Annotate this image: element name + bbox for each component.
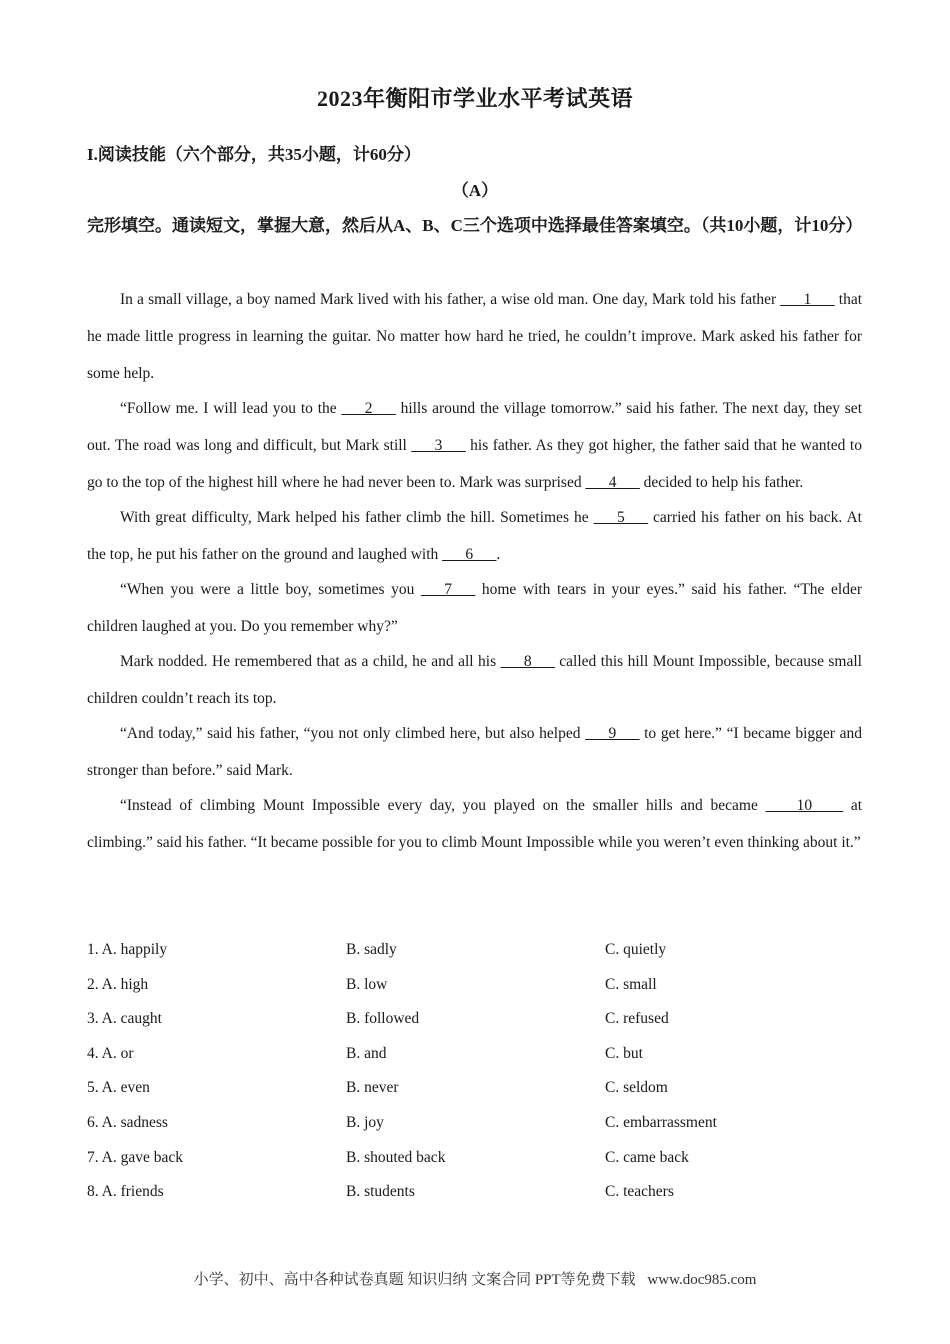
option-c: C. seldom [605, 1079, 668, 1097]
option-row-1 [87, 933, 862, 968]
option-row-8 [87, 1175, 862, 1210]
blank-1: ___1___ [780, 291, 835, 308]
option-c: C. refused [605, 1010, 669, 1028]
option-a: 1. A. happily [87, 941, 168, 958]
option-a: 8. A. friends [87, 1183, 164, 1201]
part-label: （A） [451, 181, 499, 200]
option-row-4 [87, 1037, 862, 1072]
blank-3: ___3___ [411, 437, 466, 454]
blank-5: ___5___ [593, 509, 648, 526]
option-a: 6. A. sadness [87, 1113, 168, 1131]
footer-text: 小学、初中、高中各种试卷真题 知识归纳 文案合同 PPT等免费下载 [193, 1272, 636, 1288]
paragraph-6: “And today,” said his father, “you not only climbed here, but also helped ___9___ to get here.” “I became bigger and stronger than before.” said Mark. [87, 725, 863, 779]
paragraph-5: Mark nodded. He remembered that as a child, he and all his ___8___ called this hill Mount Impossible, because small children couldn’t reach its top. [87, 653, 862, 707]
blank-6: ___6___ [442, 546, 497, 563]
option-c: C. teachers [605, 1183, 674, 1201]
option-a: 4. A. or [87, 1044, 134, 1062]
blank-4: ___4___ [585, 474, 640, 491]
paragraph-7: “Instead of climbing Mount Impossible every day, you played on the smaller hills and became ____10____ at climbing.” said his father. “It became possible for you to climb Mount Impossible while you weren’t even thinking about it.” [87, 797, 863, 851]
option-a: 3. A. caught [87, 1010, 162, 1028]
option-b: B. students [346, 1183, 415, 1201]
option-row-5 [87, 1071, 862, 1106]
blank-9: ___9___ [585, 725, 640, 742]
option-b: B. followed [346, 1010, 420, 1028]
blank-8: ___8___ [500, 653, 555, 670]
paragraph-4: “When you were a little boy, sometimes you ___7___ home with tears in your eyes.” said his father. “The elder children laughed at you. Do you remember why?” [87, 581, 863, 635]
option-row-2 [87, 968, 862, 1003]
page-footer [0, 1268, 950, 1289]
exam-title: 2023年衡阳市学业水平考试英语 [316, 86, 633, 111]
option-row-3 [87, 1002, 862, 1037]
option-c: C. but [605, 1044, 643, 1062]
option-b: B. sadly [346, 941, 397, 958]
blank-7: ___7___ [421, 581, 476, 598]
option-a: 2. A. high [87, 975, 149, 993]
section-heading: I.阅读技能（六个部分，共35小题，计60分） [87, 145, 421, 164]
option-b: B. never [346, 1079, 399, 1097]
option-a: 7. A. gave back [87, 1148, 183, 1166]
paragraph-3: With great difficulty, Mark helped his father climb the hill. Sometimes he ___5___ carried his father on his back. At the top, he put his father on the ground and laughed with ___6___. [87, 509, 862, 563]
paragraph-1: In a small village, a boy named Mark lived with his father, a wise old man. One day, Mark told his father ___1___ that he made little progress in learning the guitar. No matter how hard he tried, he couldn’t improve. Mark asked his father for some help. [87, 291, 862, 382]
blank-2: ___2___ [341, 400, 396, 417]
option-b: B. and [346, 1044, 387, 1062]
option-c: C. small [605, 975, 657, 993]
option-row-7 [87, 1141, 862, 1176]
cloze-passage [87, 281, 862, 859]
option-b: B. low [346, 975, 388, 993]
option-a: 5. A. even [87, 1079, 150, 1097]
option-c: C. came back [605, 1148, 689, 1166]
option-b: B. shouted back [346, 1148, 446, 1166]
answer-options [87, 933, 862, 1210]
option-c: C. quietly [605, 941, 667, 958]
option-b: B. joy [346, 1113, 384, 1131]
option-row-6 [87, 1106, 862, 1141]
blank-10: ____10____ [765, 797, 844, 814]
footer-link[interactable]: www.doc985.com [647, 1272, 757, 1288]
option-c: C. embarrassment [605, 1113, 717, 1131]
paragraph-2: “Follow me. I will lead you to the ___2___ hills around the village tomorrow.” said his father. The next day, they set out. The road was long and difficult, but Mark still ___3___ his father. As they got higher, the father said that he wanted to go to the top of the highest hill where he had never been to. Mark was surprised ___4___ decided to help his father. [87, 400, 862, 491]
instructions: 完形填空。通读短文，掌握大意，然后从A、B、C三个选项中选择最佳答案填空。（共10小题，计10分） [87, 216, 863, 235]
